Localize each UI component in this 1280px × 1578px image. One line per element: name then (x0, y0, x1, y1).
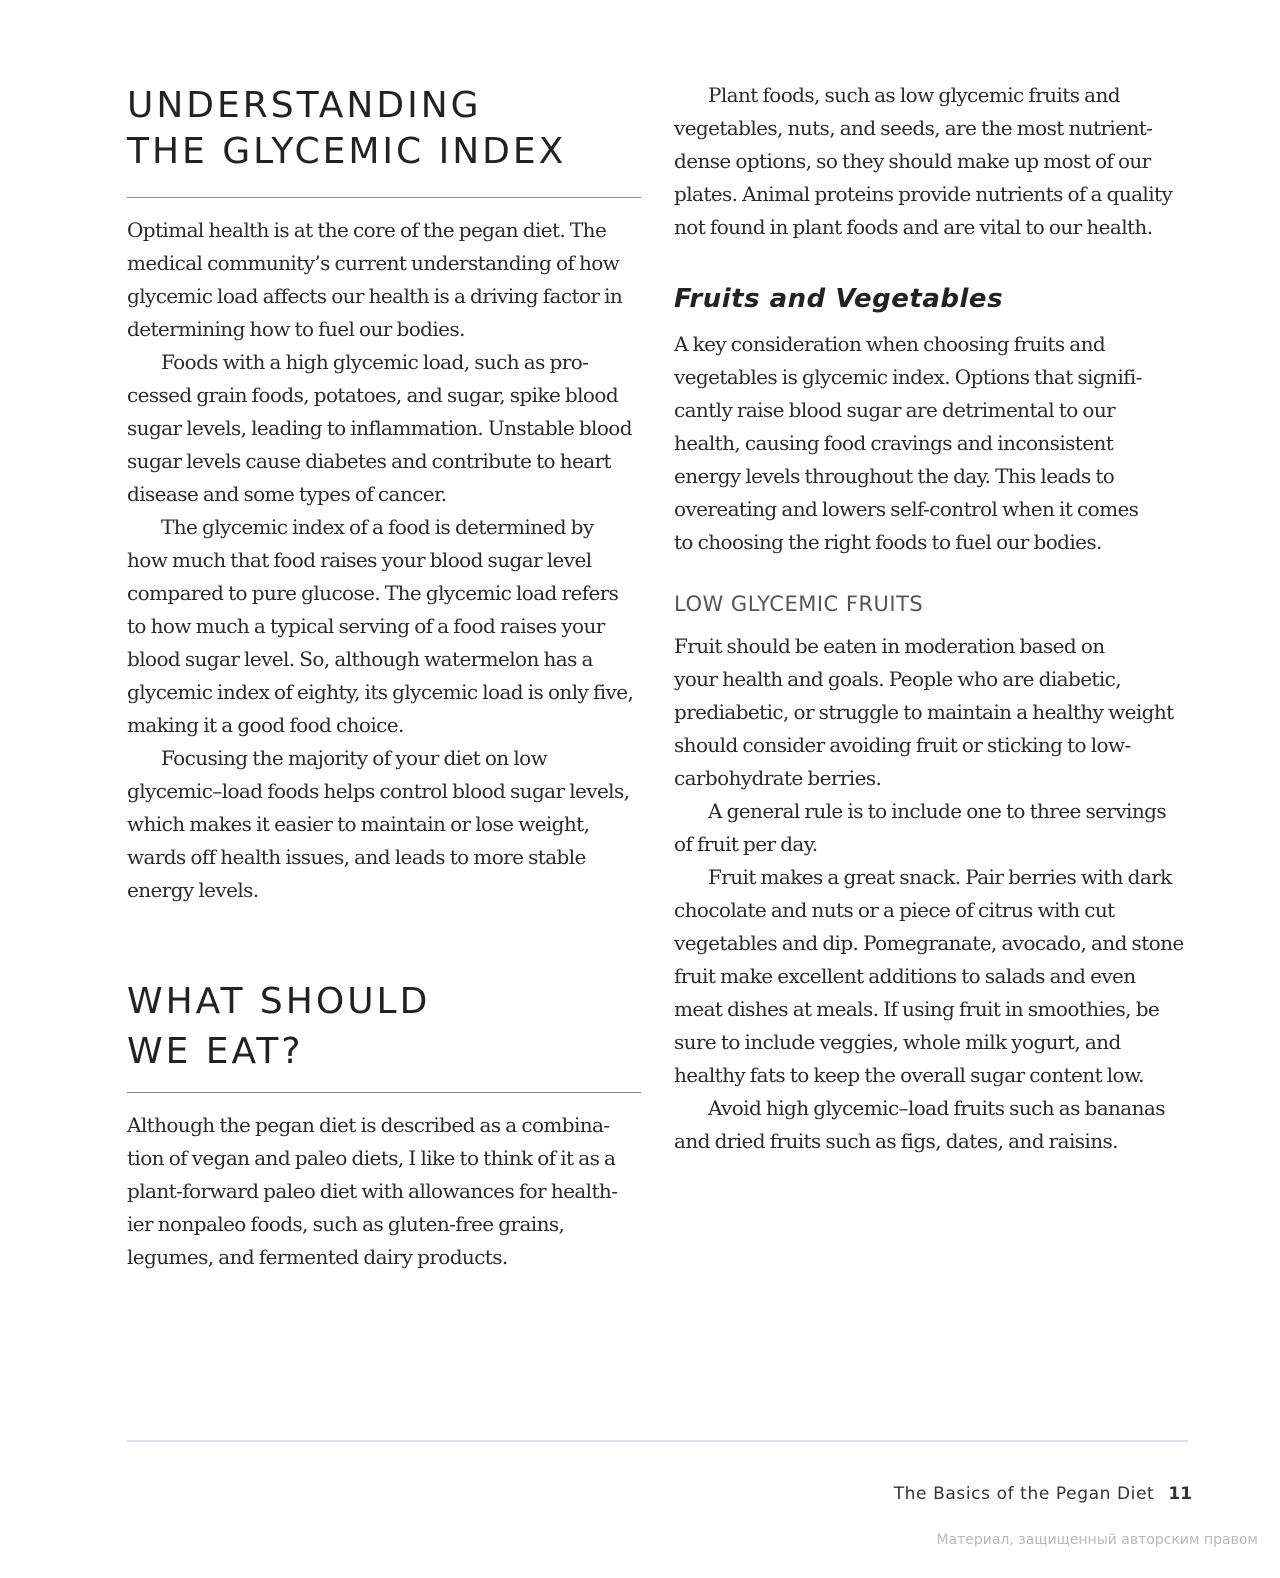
text-line: overeating and lowers self-control when it comes (674, 497, 1139, 521)
text-line: plates. Animal proteins provide nutrients of a quality (674, 182, 1173, 206)
text-line: energy levels. (127, 878, 259, 902)
text-line: meat dishes at meals. If using fruit in smoothies, be (674, 997, 1160, 1021)
fruits-vegetables-body (674, 328, 1142, 559)
text-line: ier nonpaleo foods, such as gluten-free grains, (127, 1212, 565, 1236)
paragraph (674, 1092, 1184, 1158)
text-line: not found in plant foods and are vital to our health. (674, 215, 1153, 239)
heading-rule (127, 1092, 641, 1093)
text-line: Fruit makes a great snack. Pair berries with dark (708, 865, 1172, 889)
section-heading-what-should-we-eat (127, 977, 430, 1077)
text-line: how much that food raises your blood sugar level (127, 548, 592, 572)
text-line: determining how to fuel our bodies. (127, 317, 465, 341)
glycemic-body (127, 214, 633, 907)
text-line: tion of vegan and paleo diets, I like to think of it as a (127, 1146, 616, 1170)
paragraph (674, 79, 1172, 244)
low-glycemic-fruits-body (674, 630, 1184, 1158)
text-line: chocolate and nuts or a piece of citrus with cut (674, 898, 1115, 922)
text-line: to how much a typical serving of a food raises your (127, 614, 605, 638)
running-title: The Basics of the Pegan Diet (893, 1484, 1155, 1504)
text-line: fruit make excellent additions to salads and even (674, 964, 1136, 988)
page-footer (894, 1484, 1192, 1504)
heading-line: THE GLYCEMIC INDEX (127, 131, 567, 172)
text-line: of fruit per day. (674, 832, 818, 856)
paragraph (127, 1109, 617, 1274)
paragraph (127, 511, 633, 742)
copyright-watermark: Материал, защищенный авторским правом (936, 1532, 1258, 1548)
text-line: vegetables, nuts, and seeds, are the most nutrient- (674, 116, 1153, 140)
heading-rule (127, 197, 641, 198)
subheading-fruits-and-vegetables: Fruits and Vegetables (674, 284, 1004, 314)
heading-line: WE EAT? (127, 1031, 304, 1072)
text-line: health, causing food cravings and inconsistent (674, 431, 1114, 455)
text-line: sure to include veggies, whole milk yogurt, and (674, 1030, 1121, 1054)
paragraph (674, 795, 1184, 861)
text-line: Although the pegan diet is described as a combina- (127, 1113, 610, 1137)
paragraph (674, 630, 1184, 795)
text-line: and dried fruits such as figs, dates, and raisins. (674, 1129, 1118, 1153)
text-line: prediabetic, or struggle to maintain a healthy weight (674, 700, 1174, 724)
text-line: dense options, so they should make up most of our (674, 149, 1151, 173)
text-line: blood sugar level. So, although watermelon has a (127, 647, 593, 671)
text-line: Optimal health is at the core of the pegan diet. The (127, 218, 607, 242)
heading-line: UNDERSTANDING (127, 85, 482, 126)
text-line: The glycemic index of a food is determined by (161, 515, 594, 539)
text-line: legumes, and fermented dairy products. (127, 1245, 508, 1269)
minor-heading-low-glycemic-fruits: LOW GLYCEMIC FRUITS (674, 592, 924, 616)
text-line: medical community’s current understanding of how (127, 251, 620, 275)
text-line: which makes it easier to maintain or lose weight, (127, 812, 590, 836)
text-line: glycemic load affects our health is a driving factor in (127, 284, 623, 308)
text-line: cessed grain foods, potatoes, and sugar, spike blood (127, 383, 619, 407)
text-line: to choosing the right foods to fuel our bodies. (674, 530, 1102, 554)
paragraph (127, 214, 633, 346)
text-line: sugar levels, leading to inflammation. Unstable blood (127, 416, 632, 440)
section-heading-glycemic-index (127, 83, 566, 175)
text-line: vegetables and dip. Pomegranate, avocado, and stone (674, 931, 1184, 955)
text-line: wards off health issues, and leads to more stable (127, 845, 586, 869)
text-line: glycemic index of eighty, its glycemic load is only five, (127, 680, 634, 704)
text-line: making it a good food choice. (127, 713, 404, 737)
paragraph (674, 861, 1184, 1092)
footer-rule (127, 1440, 1188, 1442)
page-number: 11 (1168, 1484, 1192, 1504)
text-line: disease and some types of cancer. (127, 482, 447, 506)
text-line: cantly raise blood sugar are detrimental to our (674, 398, 1116, 422)
text-line: should consider avoiding fruit or sticking to low- (674, 733, 1131, 757)
paragraph (127, 742, 633, 907)
text-line: plant-forward paleo diet with allowances for health- (127, 1179, 618, 1203)
heading-line: WHAT SHOULD (127, 981, 431, 1022)
text-line: energy levels throughout the day. This leads to (674, 464, 1115, 488)
what-to-eat-body (127, 1109, 617, 1274)
paragraph (127, 346, 633, 511)
text-line: glycemic–load foods helps control blood sugar levels, (127, 779, 630, 803)
text-line: sugar levels cause diabetes and contribute to heart (127, 449, 611, 473)
text-line: Avoid high glycemic–load fruits such as bananas (708, 1096, 1165, 1120)
text-line: healthy fats to keep the overall sugar content low. (674, 1063, 1144, 1087)
text-line: Focusing the majority of your diet on low (161, 746, 548, 770)
paragraph (674, 328, 1142, 559)
text-line: your health and goals. People who are diabetic, (674, 667, 1122, 691)
text-line: A key consideration when choosing fruits and (674, 332, 1106, 356)
text-line: Plant foods, such as low glycemic fruits and (708, 83, 1120, 107)
text-line: A general rule is to include one to three servings (708, 799, 1166, 823)
text-line: carbohydrate berries. (674, 766, 882, 790)
text-line: Fruit should be eaten in moderation based on (674, 634, 1105, 658)
plant-foods-body (674, 79, 1172, 244)
text-line: vegetables is glycemic index. Options that signifi- (674, 365, 1142, 389)
text-line: Foods with a high glycemic load, such as pro- (161, 350, 589, 374)
text-line: compared to pure glucose. The glycemic load refers (127, 581, 619, 605)
